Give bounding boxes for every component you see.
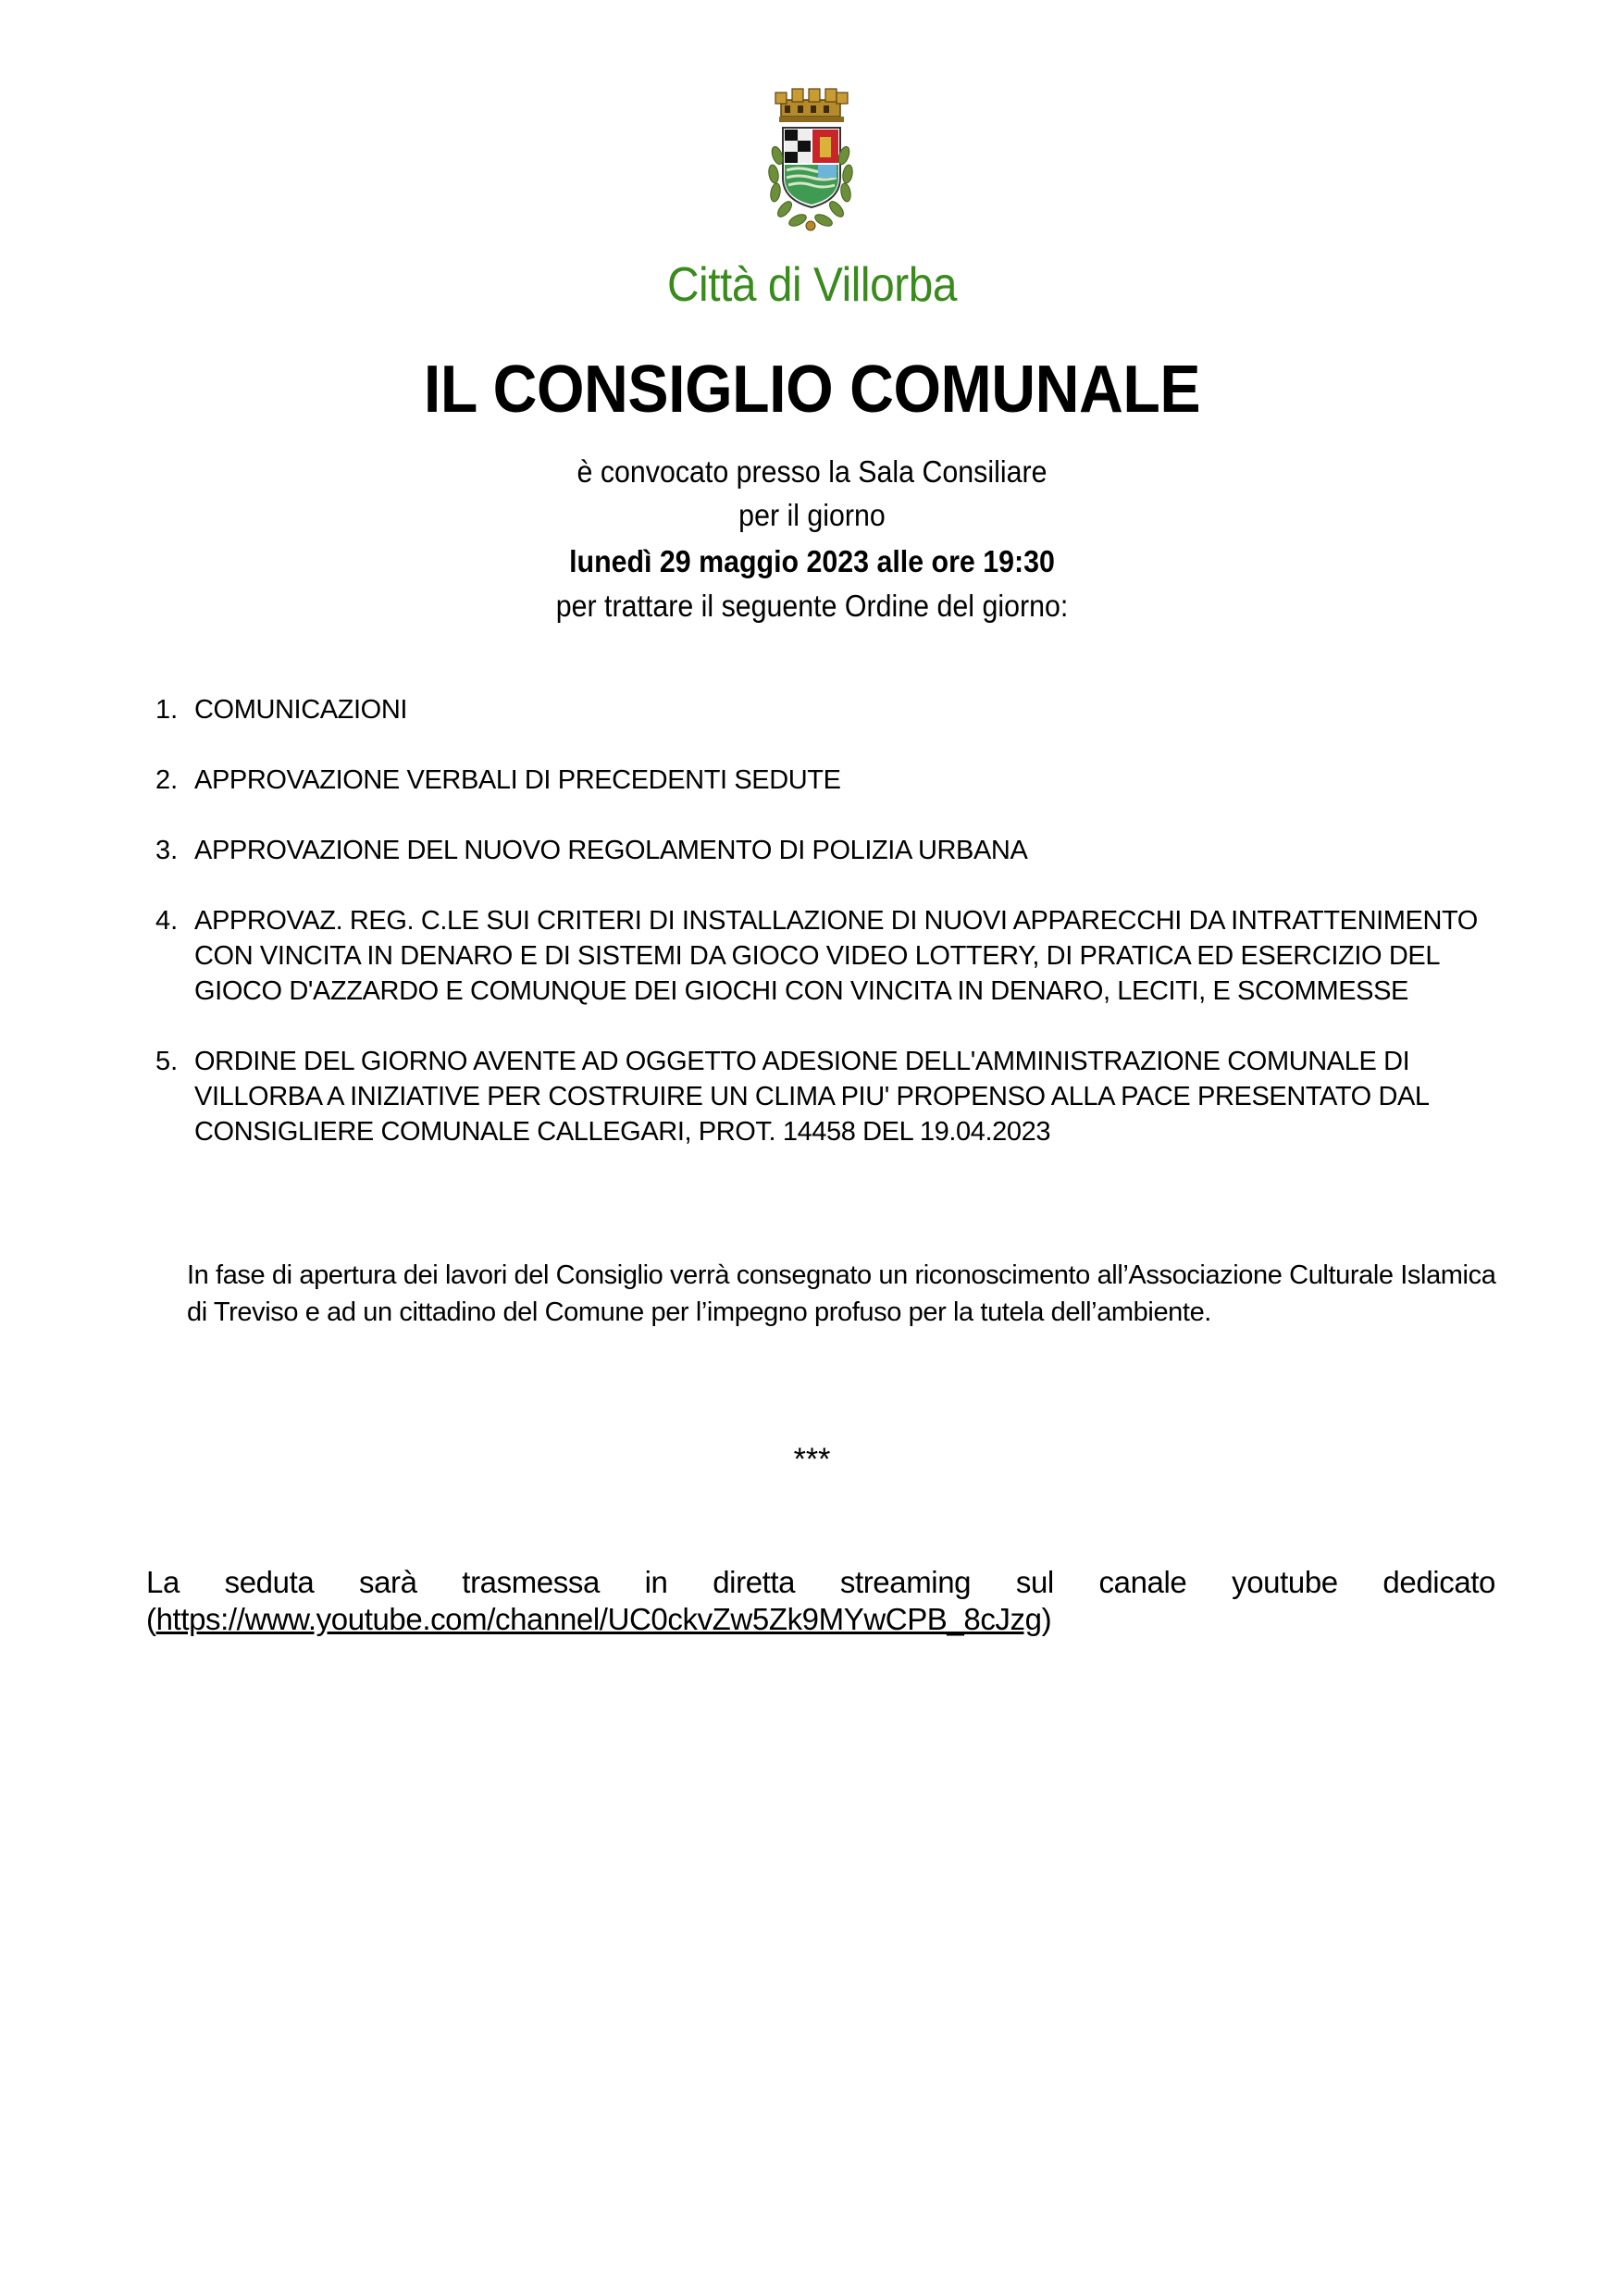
agenda-intro: per trattare il seguente Ordine del giorno:	[555, 589, 1069, 623]
convocation-place: è convocato presso la Sala Consiliare	[576, 454, 1048, 489]
agenda-item-number: 2.	[155, 765, 179, 795]
streaming-link-line	[146, 1601, 1051, 1638]
agenda-item	[155, 833, 1488, 868]
agenda-item-text: APPROVAZIONE VERBALI DI PRECEDENTI SEDUTE	[194, 765, 841, 795]
streaming-notice: La seduta sarà trasmessa in diretta streaming sul canale youtube dedicato	[146, 1565, 1495, 1599]
municipal-coat-of-arms-icon	[759, 81, 862, 239]
agenda-item-number: 3.	[155, 836, 179, 865]
meeting-date-time: lunedì 29 maggio 2023 alle ore 19:30	[569, 544, 1055, 578]
agenda-item	[155, 1044, 1488, 1149]
award-note: In fase di apertura dei lavori del Consiglio verrà consegnato un riconoscimento all’Associazione Culturale Islamica di Treviso e ad un cittadino del Comune per l’impegno profuso per la tutela dell’ambiente.	[187, 1260, 1496, 1327]
agenda-item-text: APPROVAZIONE DEL NUOVO REGOLAMENTO DI POLIZIA URBANA	[194, 836, 1028, 865]
shield-icon	[783, 128, 840, 207]
agenda-item	[155, 903, 1488, 1009]
agenda-item-text: COMUNICAZIONI	[194, 695, 408, 725]
agenda-item-number: 5.	[155, 1047, 179, 1076]
separator: ***	[793, 1442, 831, 1477]
city-name: Città di Villorba	[666, 258, 958, 312]
crown-icon	[775, 89, 848, 122]
agenda-item	[155, 692, 1488, 727]
convocation-day-label: per il giorno	[738, 498, 886, 532]
agenda-list	[155, 692, 1488, 1185]
agenda-item	[155, 763, 1488, 798]
agenda-item-text: APPROVAZ. REG. C.LE SUI CRITERI DI INSTALLAZIONE DI NUOVI APPARECCHI DA INTRATTENIMENTO CON VINCITA IN DENARO E DI SISTEMI DA GIOCO VIDEO LOTTERY, DI PRATICA ED ESERCIZIO DEL GIOCO D'AZZARDO E COMUNQUE DEI GIOCHI CON VINCITA IN DENARO, LECITI, E SCOMMESSE	[194, 906, 1478, 1006]
page-title: IL CONSIGLIO COMUNALE	[423, 353, 1201, 427]
youtube-channel-link[interactable]: https://www.youtube.com/channel/UC0ckvZw5Zk9MYwCPB_8cJzg	[155, 1602, 1042, 1636]
agenda-item-text: ORDINE DEL GIORNO AVENTE AD OGGETTO ADESIONE DELL'AMMINISTRAZIONE COMUNALE DI VILLORBA A INIZIATIVE PER COSTRUIRE UN CLIMA PIU' PROPENSO ALLA PACE PRESENTATO DAL CONSIGLIERE COMUNALE CALLEGARI, PROT. 14458 DEL 19.04.2023	[194, 1047, 1429, 1147]
open-paren: (	[146, 1602, 156, 1636]
agenda-item-number: 4.	[155, 906, 179, 936]
agenda-item-number: 1.	[155, 695, 179, 725]
close-paren: )	[1041, 1602, 1052, 1636]
